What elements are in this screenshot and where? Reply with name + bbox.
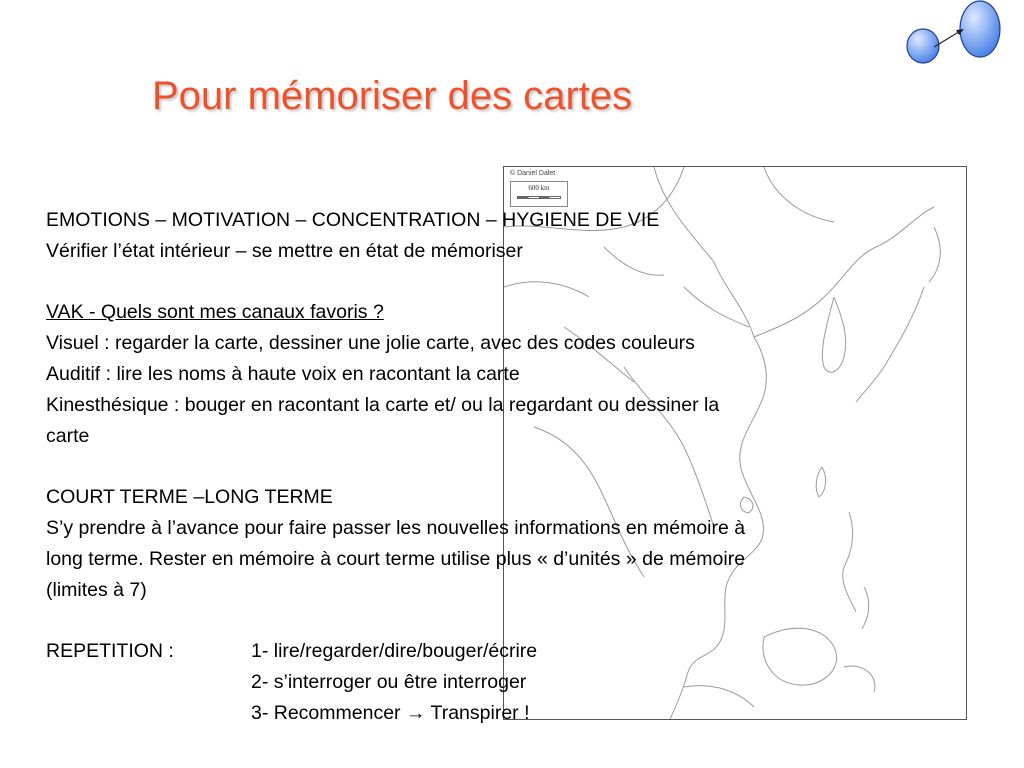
- terme-line-3: (limites à 7): [46, 578, 147, 601]
- vak-kinesthesique-1: Kinesthésique : bouger en racontant la carte et/ ou la regardant ou dessiner la: [46, 393, 720, 416]
- emotions-line: Vérifier l’état intérieur – se mettre en état de mémoriser: [46, 239, 523, 262]
- vak-heading: [46, 297, 976, 328]
- spacer: [46, 451, 976, 482]
- repetition-line-3: [46, 698, 976, 729]
- right-arrow-icon: →: [405, 701, 426, 724]
- emotions-heading: EMOTIONS – MOTIVATION – CONCENTRATION – HYGIENE DE VIE: [46, 209, 660, 231]
- repetition-item-1: 1- lire/regarder/dire/bouger/écrire: [251, 640, 538, 663]
- vak-visuel: Visuel : regarder la carte, dessiner une jolie carte, avec des codes couleurs: [46, 332, 695, 355]
- terme-heading: COURT TERME –LONG TERME: [46, 486, 333, 509]
- repetition-item-3-after: Transpirer !: [425, 701, 530, 724]
- vak-kinesthesique-2: carte: [46, 424, 90, 447]
- spacer: [46, 267, 976, 298]
- repetition-item-3-before: 3- Recommencer: [251, 701, 406, 724]
- map-scale-bar: [517, 196, 561, 199]
- map-scale: [510, 181, 568, 207]
- spacer: [46, 605, 976, 636]
- terme-line-1: S’y prendre à l’avance pour faire passer les nouvelles informations en mémoire à: [46, 516, 746, 539]
- vak-heading-text: VAK - Quels sont mes canaux favoris ?: [46, 301, 384, 324]
- page-title: Pour mémoriser des cartes: [152, 74, 633, 118]
- map-copyright: © Daniel Dalet: [510, 170, 556, 177]
- repetition-line-2: [46, 667, 976, 698]
- vak-auditif: Auditif : lire les noms à haute voix en racontant la carte: [46, 362, 520, 385]
- two-linked-circles-icon: [900, 0, 1010, 70]
- terme-line-2: long terme. Rester en mémoire à court terme utilise plus « d’unités » de mémoire: [46, 547, 746, 570]
- map-scale-label: 600 km: [528, 184, 550, 192]
- repetition-item-3: [251, 698, 530, 729]
- repetition-item-2: 2- s’interroger ou être interroger: [251, 670, 527, 693]
- repetition-line-1: [46, 636, 976, 667]
- slide-body: [46, 205, 976, 729]
- repetition-label: REPETITION :: [46, 640, 174, 663]
